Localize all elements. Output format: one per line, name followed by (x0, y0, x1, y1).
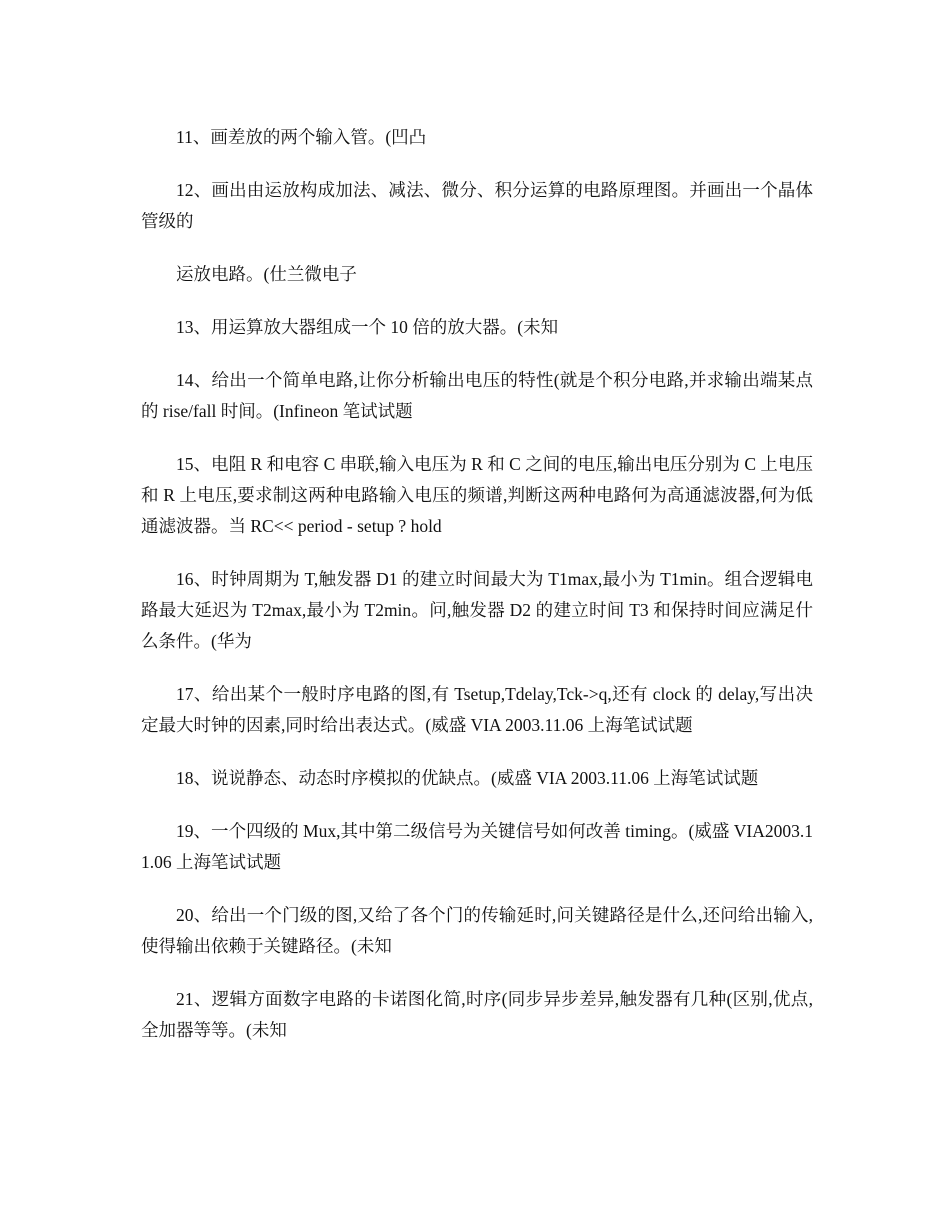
question-14: 14、给出一个简单电路,让你分析输出电压的特性(就是个积分电路,并求输出端某点的 rise/fall 时间。(Infineon 笔试试题 (141, 370, 813, 421)
question-18: 18、说说静态、动态时序模拟的优缺点。(威盛 VIA 2003.11.06 上海笔试试题 (176, 768, 759, 788)
question-19: 19、一个四级的 Mux,其中第二级信号为关键信号如何改善 timing。(威盛 VIA2003.11.06 上海笔试试题 (141, 821, 813, 872)
question-15: 15、电阻 R 和电容 C 串联,输入电压为 R 和 C 之间的电压,输出电压分别为 C 上电压和 R 上电压,要求制这两种电路输入电压的频谱,判断这两种电路何为高通滤波器,何为低通滤波器。当 RC<< period - setup ? hold (141, 454, 813, 536)
question-17: 17、给出某个一般时序电路的图,有 Tsetup,Tdelay,Tck->q,还有 clock 的 delay,写出决定最大时钟的因素,同时给出表达式。(威盛 VIA 2003.11.06 上海笔试试题 (141, 684, 813, 735)
question-12: 12、画出由运放构成加法、减法、微分、积分运算的电路原理图。并画出一个晶体管级的 (141, 180, 813, 231)
question-16: 16、时钟周期为 T,触发器 D1 的建立时间最大为 T1max,最小为 T1min。组合逻辑电路最大延迟为 T2max,最小为 T2min。问,触发器 D2 的建立时间 T3 和保持时间应满足什么条件。(华为 (141, 569, 813, 651)
question-20: 20、给出一个门级的图,又给了各个门的传输延时,问关键路径是什么,还问给出输入,使得输出依赖于关键路径。(未知 (141, 905, 813, 956)
question-11: 11、画差放的两个输入管。(凹凸 (176, 127, 427, 147)
question-21: 21、逻辑方面数字电路的卡诺图化简,时序(同步异步差异,触发器有几种(区别,优点,全加器等等。(未知 (141, 989, 813, 1040)
document-body (141, 122, 813, 1046)
question-13: 13、用运算放大器组成一个 10 倍的放大器。(未知 (176, 317, 559, 337)
question-12-continued: 运放电路。(仕兰微电子 (176, 264, 357, 284)
